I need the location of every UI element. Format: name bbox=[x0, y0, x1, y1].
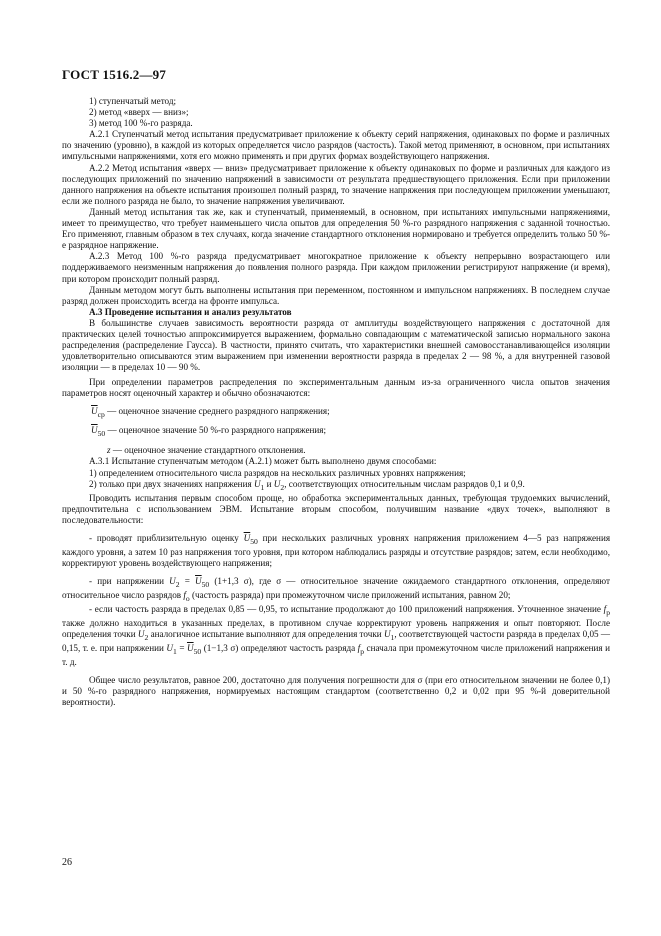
page-number: 26 bbox=[62, 857, 72, 868]
paragraph-final: Общее число результатов, равное 200, достаточно для получения погрешности для σ (при его относительном значении не более 0,1) и 50 %-го разрядного напряжения, нормируемых настоящим стандартом (соответственно 0,2 и 0,02 при 95 %-й доверительной вероятности). bbox=[62, 674, 610, 707]
paragraph-a31: A.3.1 Испытание ступенчатым методом (A.2.1) может быть выполнено двумя способами: bbox=[89, 456, 437, 467]
section-title: A.3 Проведение испытания и анализ результатов bbox=[89, 306, 292, 317]
definition-u-cp: $\overline{U}_{ср}$ — оценочное значение среднего разрядного напряжения; bbox=[91, 405, 330, 419]
definition-u-50: $\overline{U}_{50}$ — оценочное значение 50 %-го разрядного напряжения; bbox=[91, 425, 327, 439]
paragraph-a23: A.2.3 Метод 100 %-го разряда предусматривает многократное приложение к объекту непрерывно возрастающего или поддерживаемого неизменным напряжения до появления полного разряда. При каждом приложении регистрируют напряжение (и время), при котором происходит полный разряд. bbox=[62, 251, 610, 284]
symbol-u-50: $\overline{U}$ bbox=[91, 425, 98, 436]
paragraph-a21: A.2.1 Ступенчатый метод испытания предусматривает приложение к объекту серий напряжения, одинаковых по форме и различных по значению (уровню), в каждой из которых определяется число разрядов (частость). Такой метод применяют, в основном, при испытаниях импульсными напряжениями, хотя его можно применять и при других формах воздействующего напряжения. bbox=[62, 129, 610, 162]
paragraph-a3-2: При определении параметров распределения по экспериментальным данным из-за ограниченного числа опытов значения параметров носят оценочный характер и обычно обозначаются: bbox=[62, 377, 610, 399]
document-header: ГОСТ 1516.2—97 bbox=[62, 67, 167, 82]
symbol-u-cp: $\overline{U}$ bbox=[91, 405, 98, 416]
paragraph-a22b: Данный метод испытания так же, как и ступенчатый, применяемый, в основном, при испытаниях импульсными напряжениями, имеет то преимущество, что требует наименьшего числа опытов для определения 50 %-го разрядного напряжения с заданной точностью. Его применяют, главным образом в тех случаях, когда значение стандартного отклонения нормировано и требуется определить только 50 %-е разрядное напряжение. bbox=[62, 206, 610, 251]
bullet-frequency: - если частость разряда в пределах 0,85 — 0,95, то испытание продолжают до 100 приложений напряжения. Уточненное значение $f_р$ также должно находиться в указанных пределах, в противном случае корректируют уровень напряжения и опыт повторяют. После определения точки $U_2$ аналогичное испытание выполняют для определения точки $U_1$, соответствующей частости разряда в пределах 0,05 — 0,15, т. е. при напряжении $U_1 = \overline{U}_{50}$ (1−1,3 σ) определяют частость разряда $f_р$ сначала при промежуточном числе приложений напряжения и т. д. bbox=[62, 603, 611, 667]
paragraph-a31-2: 2) только при двух значениях напряжения $U_1$ и $U_2$, соответствующих относительным числам разрядов 0,1 и 0,9. bbox=[89, 478, 525, 492]
paragraph-a31-p: Проводить испытания первым способом проще, но обработка экспериментальных данных, требующая трудоемких вычислений, предпочтительна с использованием ЭВМ. Испытание вторым способом, получившим название «двух точек», выполняют в последовательности: bbox=[62, 492, 610, 525]
list-item: 2) метод «вверх — вниз»; bbox=[89, 107, 189, 118]
paragraph-a3-1: В большинстве случаев зависимость вероятности разряда от амплитуды воздействующего напряжения с достаточной для практических целей точностью аппроксимируется выражением, формально совпадающим с математической записью нормального закона распределения (распределение Гаусса). В частности, принято считать, что характеристики внешней самовосстанавливающейся изоляции удовлетворительно описываются этим выражением при изменении вероятности разряда в пределах 2 — 98 %, а для внутренней газовой изоляции — в пределах 10 — 90 %. bbox=[62, 317, 610, 373]
paragraph-a23b: Данным методом могут быть выполнены испытания при переменном, постоянном и импульсном напряжениях. В последнем случае разряд должен происходить всегда на фронте импульса. bbox=[62, 284, 610, 306]
symbol-z: z bbox=[107, 445, 111, 456]
document-body bbox=[62, 96, 610, 708]
bullet-estimate: - проводят приблизительную оценку $\overline{U}_{50}$ при нескольких различных уровнях напряжения приложением 4—5 раз напряжения каждого уровня, а затем 10 раз напряжения того уровня, при котором наблюдались разряды и отсутствие разрядов; затем, если необходимо, корректируют уровень воздействующего напряжения; bbox=[62, 532, 611, 568]
paragraph-a22: A.2.2 Метод испытания «вверх — вниз» предусматривает приложение к объекту одинаковых по форме и различных для каждого из последующих приложений по значению напряжений в зависимости от результата предшествующего приложения. Если при приложении данного напряжения на объекте испытания произошел полный разряд, то значение напряжения при последующем приложении уменьшают, если же полного разряда не было, то значение напряжения увеличивают. bbox=[62, 162, 610, 206]
list-item: 1) ступенчатый метод; bbox=[89, 96, 177, 106]
paragraph-a31-1: 1) определением относительного числа разрядов на нескольких различных уровнях напряжения; bbox=[89, 467, 466, 478]
list-item: 3) метод 100 %-го разряда. bbox=[89, 118, 193, 129]
definition-z: z — оценочное значение стандартного отклонения. bbox=[107, 445, 306, 456]
bullet-voltage-u2: - при напряжении $U_2 = \overline{U}_{50}$ (1+1,3 σ), где σ — относительное значение ожидаемого стандартного отклонения, определяют относительное число разрядов $f_о$ (частость разряда) при промежуточном числе приложений испытания, равном 20; bbox=[62, 575, 610, 603]
